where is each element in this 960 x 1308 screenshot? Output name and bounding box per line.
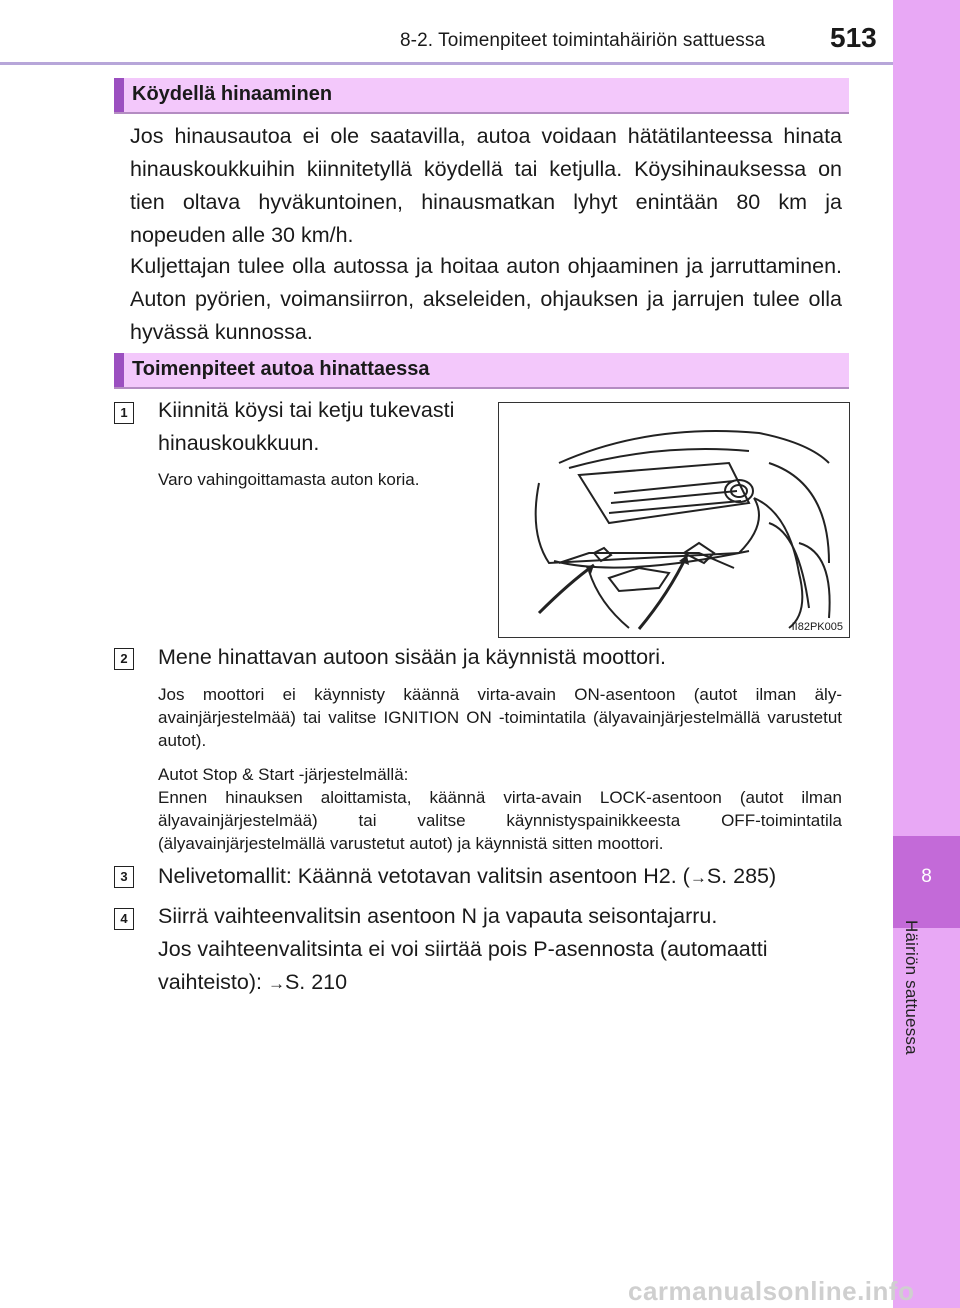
step-subtext [158,966,347,1000]
step-note: Ennen hinauksen aloittamista, käännä virta-avain LOCK-asentoon (autot ilman älyavainjärjestelmää) tai valitse käynnistyspainikkeesta OFF-toimintatila (älyavainjärjestelmällä varustetut autot) ja käynnistä sitten moottori. [158,788,842,853]
arrow-right-icon: → [267,974,285,993]
watermark: carmanualsonline.info [628,1276,915,1306]
chapter-title: Häiriön sattuessa [902,920,921,1055]
step-note-heading: Autot Stop & Start -järjestelmällä: [158,765,409,784]
section-accent [114,353,124,387]
step-text: hinauskoukkuun. [158,431,320,455]
page-number: 513 [830,22,877,53]
running-header: 8-2. Toimenpiteet toimintahäiriön sattuessa [400,30,766,51]
arrow-right-icon: → [689,868,707,887]
step-number-badge: 4 [114,908,134,930]
step-subtext-prefix: vaihteisto): [158,970,268,994]
section-heading-rope-towing [114,78,849,114]
page-reference-link[interactable]: S. 285) [706,864,777,888]
header-rule [0,62,893,65]
paragraph: Jos hinausautoa ei ole saatavilla, autoa voidaan hätätilanteessa hinata hinauskoukkuihin kiinnitetyllä köydellä tai ketjulla. Köysihinauksessa on tien oltava hyväkuntoinen, hinausmatkan lyhyt enintään 80 km ja nopeuden alle 30 km/h. [130,124,842,247]
page-reference-link[interactable]: S. 210 [284,970,348,994]
section-title: Toimenpiteet autoa hinattaessa [132,358,430,380]
car-front-illustration [499,403,849,637]
towing-hook-illustration [498,402,850,638]
illustration-code: II82PK005 [791,621,843,633]
section-title: Köydellä hinaaminen [132,83,333,105]
step-number-badge: 1 [114,402,134,424]
step-text: Kiinnitä köysi tai ketju tukevasti [158,398,455,422]
step-subtext: Jos vaihteenvalitsinta ei voi siirtää pois P-asennosta (automaatti [158,937,768,961]
chapter-side-bar [893,0,960,1308]
chapter-number: 8 [921,866,932,887]
step-text: Mene hinattavan autoon sisään ja käynnistä moottori. [158,645,666,669]
step-number-badge: 2 [114,648,134,670]
step-text-prefix: Nelivetomallit: Käännä vetotavan valitsin asentoon H2. ( [158,864,690,888]
step-note: Varo vahingoittamasta auton koria. [158,470,420,489]
section-accent [114,78,124,112]
paragraph: Kuljettajan tulee olla autossa ja hoitaa auton ohjaaminen ja jarruttaminen. Auton pyörien, voimansiirron, akseleiden, ohjauksen ja jarrujen tulee olla hyvässä kunnossa. [130,254,842,344]
step-note: Jos moottori ei käynnisty käännä virta-avain ON-asentoon (autot ilman älyavainjärjestelmää) tai valitse IGNITION ON -toimintatila (älyavainjärjestelmällä varustetut autot). [158,685,842,750]
step-number-badge: 3 [114,866,134,888]
section-heading-towing-steps [114,353,849,389]
step-text [158,860,776,894]
step-text: Siirrä vaihteenvalitsin asentoon N ja vapauta seisontajarru. [158,904,718,928]
